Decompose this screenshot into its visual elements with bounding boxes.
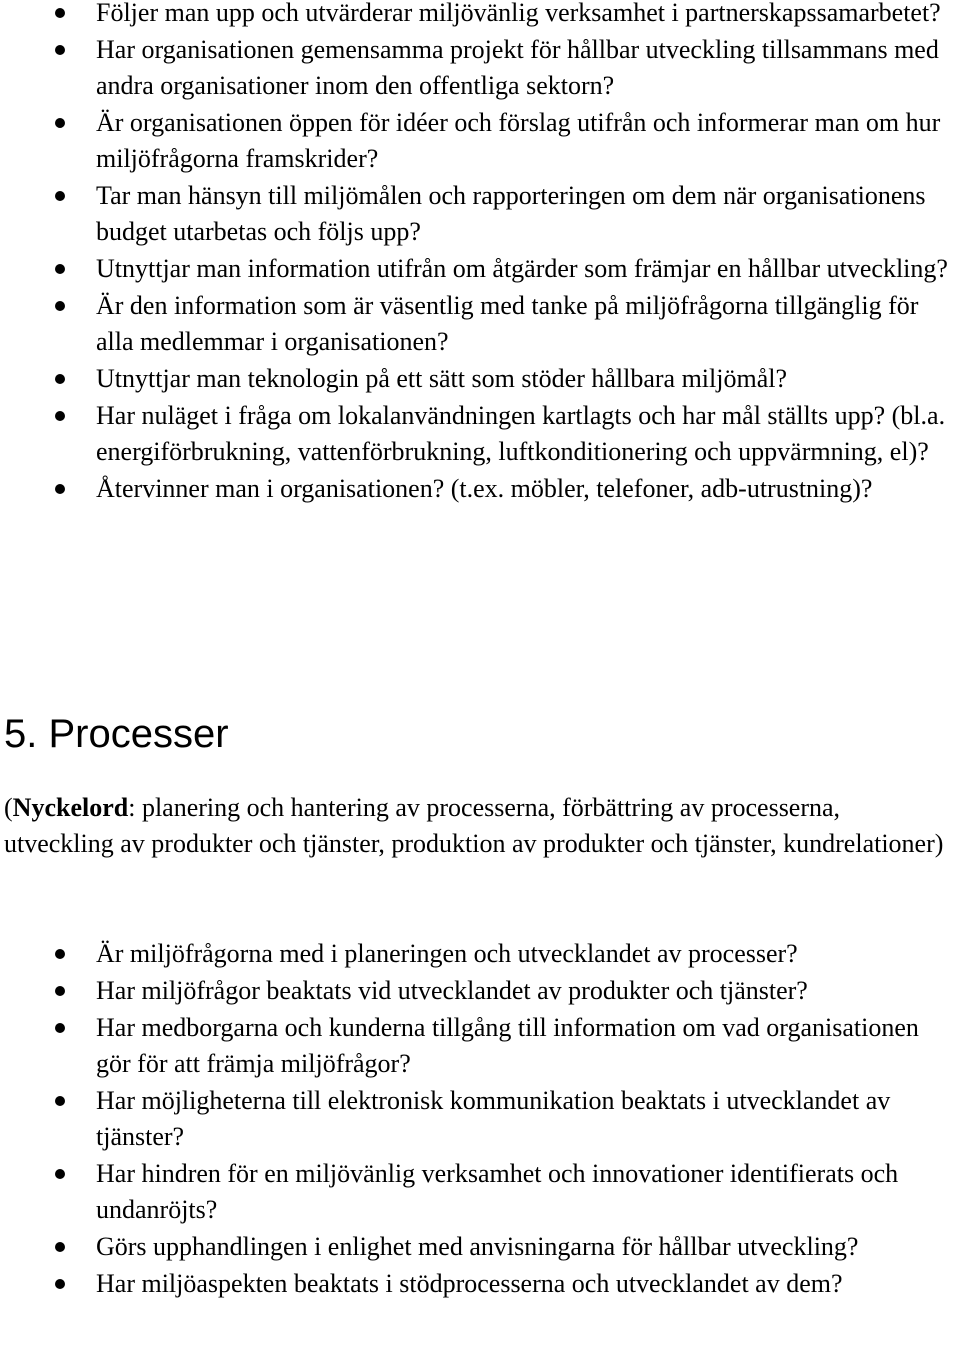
- list-item-text: Är miljöfrågorna med i planeringen och utvecklandet av processer?: [96, 939, 798, 968]
- bullet-icon: [55, 949, 65, 959]
- list-item-text: Har nuläget i fråga om lokalanvändningen kartlagts och har mål ställts upp? (bl.a. energiförbrukning, vattenförbrukning, luftkonditionering och uppvärmning, el)?: [96, 401, 946, 466]
- bullet-icon: [55, 986, 65, 996]
- bullet-icon: [55, 484, 65, 494]
- bullet-icon: [55, 411, 65, 421]
- list-item: [0, 1083, 960, 1155]
- list-item-text: Tar man hänsyn till miljömålen och rapporteringen om dem när organisationens budget utarbetas och följs upp?: [96, 181, 926, 246]
- list-item: [0, 0, 960, 31]
- keywords-label: Nyckelord: [12, 793, 129, 822]
- list-item: [0, 1156, 960, 1228]
- keywords-text: : planering och hantering av processerna, förbättring av processerna, utveckling av produkter och tjänster, produktion av produkter och tjänster, kundrelationer): [4, 793, 944, 858]
- bullet-icon: [55, 1169, 65, 1179]
- keywords-paragraph: [4, 790, 949, 862]
- list-item-text: Har medborgarna och kunderna tillgång till information om vad organisationen gör för att främja miljöfrågor?: [96, 1013, 919, 1078]
- list-item: [0, 105, 960, 177]
- list-item: [0, 936, 960, 972]
- bullet-icon: [55, 45, 65, 55]
- bullet-icon: [55, 118, 65, 128]
- list-item-text: Återvinner man i organisationen? (t.ex. möbler, telefoner, adb-utrustning)?: [96, 474, 873, 503]
- list-item: [0, 398, 960, 470]
- bullet-list-top: [0, 0, 960, 508]
- list-item: [0, 1229, 960, 1265]
- bullet-icon: [55, 191, 65, 201]
- list-item: [0, 32, 960, 104]
- list-item-text: Har hindren för en miljövänlig verksamhet och innovationer identifierats och undanröjts?: [96, 1159, 899, 1224]
- list-item: [0, 471, 960, 507]
- list-item: [0, 251, 960, 287]
- list-item-text: Utnyttjar man information utifrån om åtgärder som främjar en hållbar utveckling?: [96, 254, 948, 283]
- bullet-icon: [55, 1242, 65, 1252]
- list-item-text: Har miljöfrågor beaktats vid utvecklandet av produkter och tjänster?: [96, 976, 808, 1005]
- list-item-text: Är organisationen öppen för idéer och förslag utifrån och informerar man om hur miljöfrågorna framskrider?: [96, 108, 941, 173]
- keywords-open-paren: (: [4, 793, 13, 822]
- list-item-text: Har organisationen gemensamma projekt för hållbar utveckling tillsammans med andra organisationer inom den offentliga sektorn?: [96, 35, 939, 100]
- list-item: [0, 1266, 960, 1302]
- bullet-list-bottom: [0, 936, 960, 1303]
- list-item-text: Utnyttjar man teknologin på ett sätt som stöder hållbara miljömål?: [96, 364, 788, 393]
- list-item-text: Följer man upp och utvärderar miljövänlig verksamhet i partnerskapssamarbetet?: [96, 0, 941, 27]
- list-item: [0, 1010, 960, 1082]
- section-heading: 5. Processer: [4, 712, 229, 756]
- list-item: [0, 973, 960, 1009]
- bullet-icon: [55, 374, 65, 384]
- bullet-icon: [55, 264, 65, 274]
- bullet-icon: [55, 8, 65, 18]
- list-item-text: Görs upphandlingen i enlighet med anvisningarna för hållbar utveckling?: [96, 1232, 859, 1261]
- bullet-icon: [55, 1096, 65, 1106]
- bullet-icon: [55, 1279, 65, 1289]
- list-item: [0, 361, 960, 397]
- list-item-text: Har miljöaspekten beaktats i stödprocesserna och utvecklandet av dem?: [96, 1269, 843, 1298]
- bullet-icon: [55, 1023, 65, 1033]
- list-item: [0, 288, 960, 360]
- list-item-text: Har möjligheterna till elektronisk kommunikation beaktats i utvecklandet av tjänster?: [96, 1086, 891, 1151]
- bullet-icon: [55, 301, 65, 311]
- list-item-text: Är den information som är väsentlig med tanke på miljöfrågorna tillgänglig för alla medlemmar i organisationen?: [96, 291, 919, 356]
- list-item: [0, 178, 960, 250]
